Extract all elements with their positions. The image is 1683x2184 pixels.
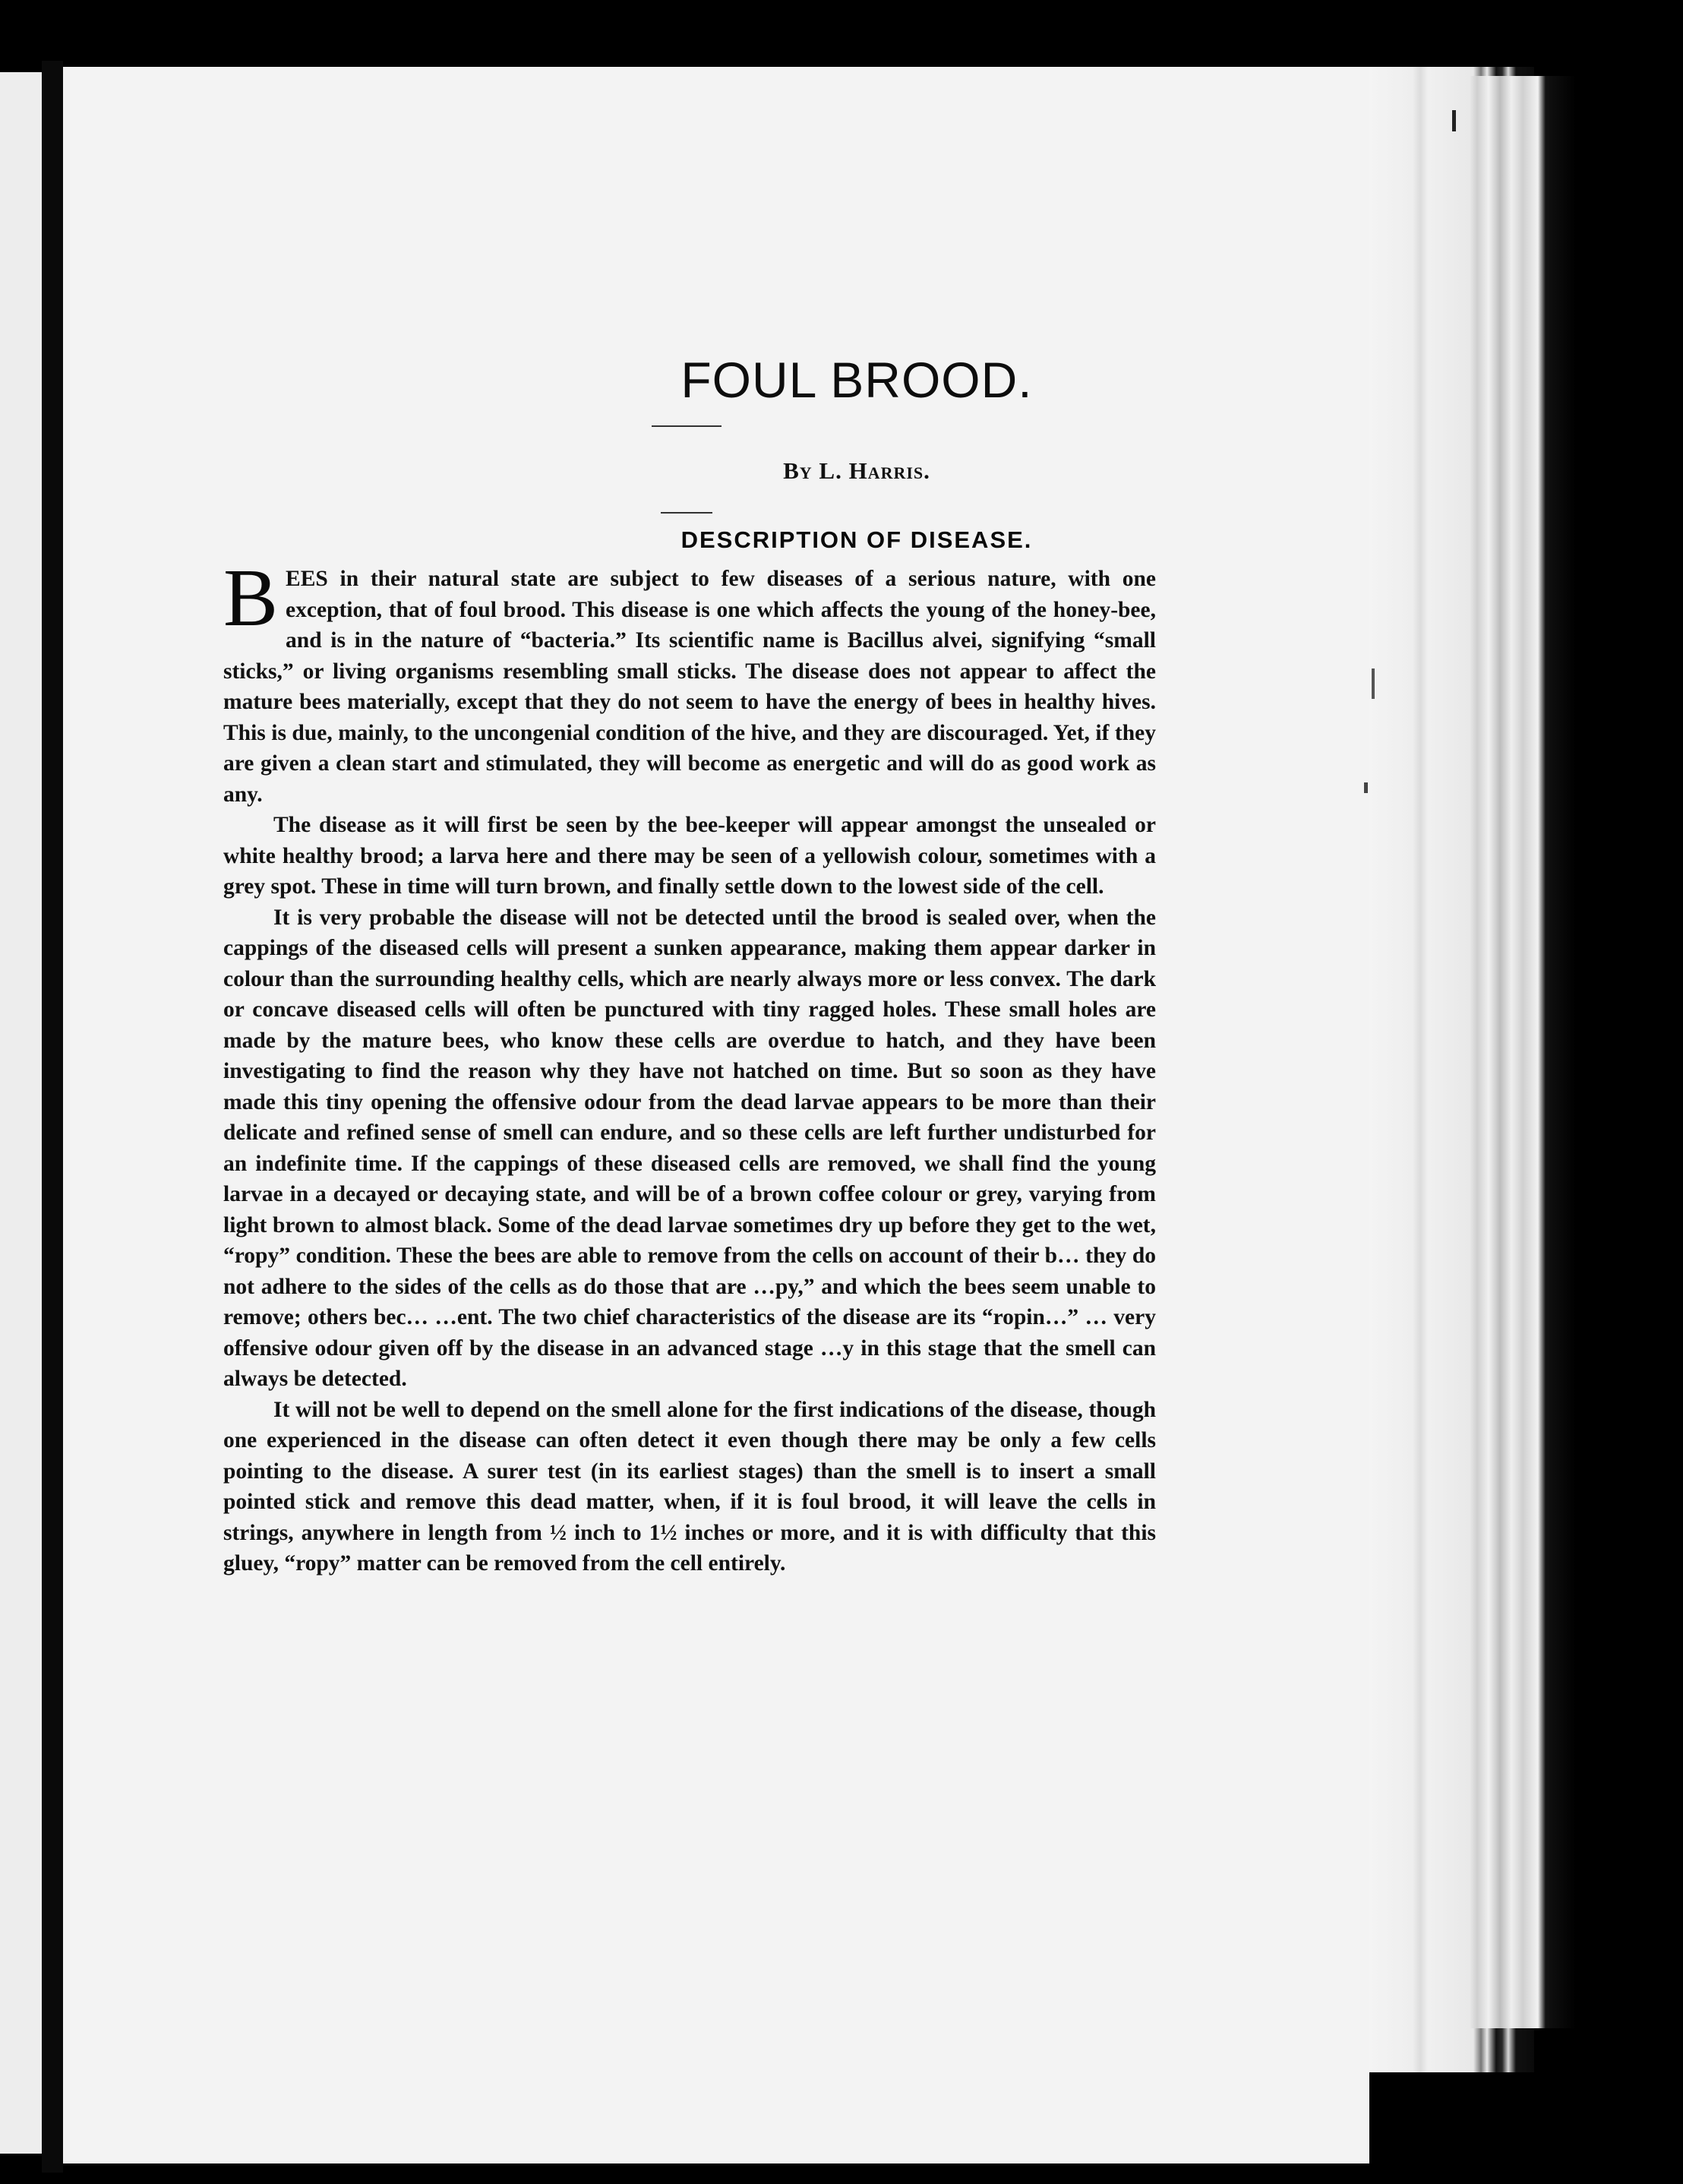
paragraph xyxy=(223,553,1156,810)
article-body xyxy=(223,553,1156,1579)
paragraph: It is very probable the disease will not be detected until the brood is sealed over, when the cappings of the diseased cells will present a sunken appearance, making them appear darker in colour than the surrounding healthy cells, which are nearly always more or less convex. The dark or concave diseased cells will often be punctured with tiny ragged holes. These small holes are made by the mature bees, who know these cells are overdue to hatch, and they have been investigating to find the reason why they have not hatched on time. But so soon as they have made this tiny opening the offensive odour from the dead larvae appears to be more than their delicate and refined sense of smell can endure, and so these cells are left further undisturbed for an indefinite time. If the cappings of these diseased cells are removed, we shall find the young larvae in a decayed or decaying state, and will be of a brown coffee colour or grey, varying from light brown to almost black. Some of the dead larvae sometimes dry up before they get to the wet, “ropy” condition. These the bees are able to remove from the cells on account of their b… they do not adhere to the sides of the cells as do those that are …py,” and which the bees seem unable to remove; others bec… …ent. The two chief characteristics of the disease are its “ropin…” … very offensive odour given off by the disease in an advanced stage …y in this stage that the smell can always be detected. xyxy=(223,905,1156,1391)
page-edge-mark xyxy=(1372,668,1375,699)
section-heading: DESCRIPTION OF DISEASE. xyxy=(680,526,1033,553)
paragraph: It will not be well to depend on the smell alone for the first indications of the disease, though one experienced in the disease can often detect it even though there may be only a few cells pointing to the disease. A surer test (in its earliest stages) than the smell is to insert a small pointed stick and remove this dead matter, when, if it is foul brood, it will leave the cells in strings, anywhere in length from ½ inch to 1½ inches or more, and it is with difficulty that this gluey, “ropy” matter can be removed from the cell entirely. xyxy=(223,1397,1156,1576)
title-divider xyxy=(652,425,722,427)
page-edge-mark xyxy=(1452,110,1456,131)
page-edge-mark xyxy=(1364,782,1368,793)
drop-cap: B xyxy=(223,553,279,643)
paragraph: The disease as it will first be seen by the bee-keeper will appear amongst the unsealed or white healthy brood; a larva here and there may be seen of a yellowish colour, sometimes with a grey spot. These in time will turn brown, and finally settle down to the lowest side of the cell. xyxy=(223,813,1156,899)
paragraph-text: EES in their natural state are subject to few diseases of a serious nature, with one exception, that of foul brood. This disease is one which affects the young of the honey-bee, and is in the nature of “bacteria.” Its scientific name is Bacillus alvei, signifying “small sticks,” or living organisms resembling small sticks. The disease does not appear to affect the mature bees materially, except that they do not seem to have the energy of bees in healthy hives. This is due, mainly, to the uncongenial condition of the hive, and they are discouraged. Yet, if they are given a clean start and stimulated, they will become as energetic and will do as good work as any. xyxy=(223,567,1156,807)
article-title: FOUL BROOD. xyxy=(680,352,1033,408)
article-byline: By L. Harris. xyxy=(783,457,930,484)
byline-divider xyxy=(661,512,712,514)
